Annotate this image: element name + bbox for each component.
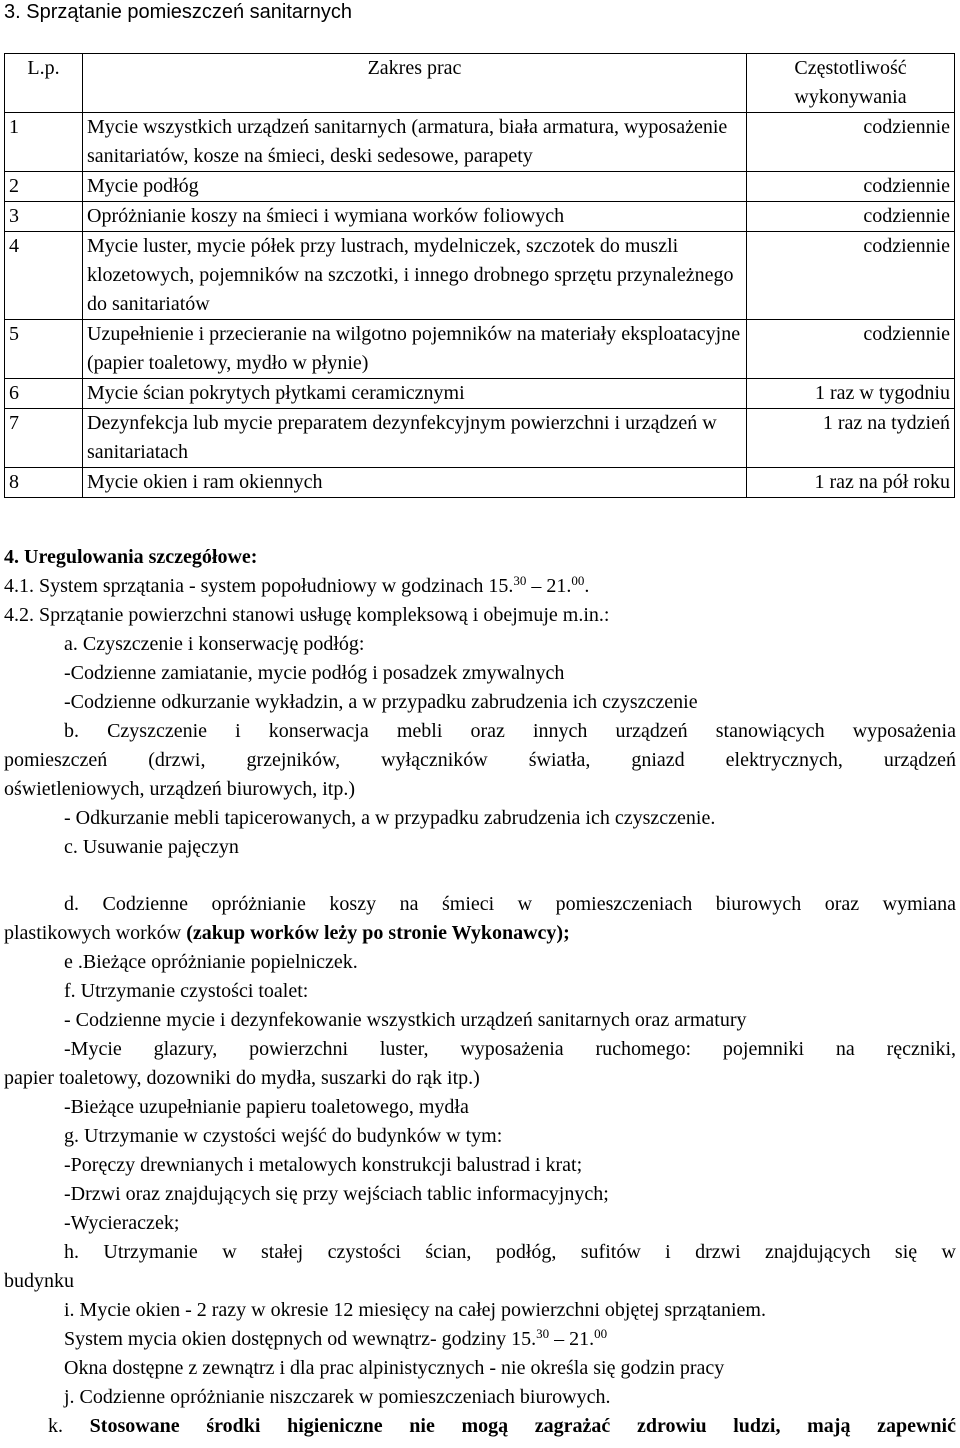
window-time-end-minutes: 00	[594, 1326, 608, 1341]
row-scope: Mycie luster, mycie półek przy lustrach, mydelniczek, szczotek do muszli klozetowych, pojemników na szczotki, i innego drobnego sprzętu przynależnego do sanitariatów	[83, 232, 747, 320]
item-g-title: g. Utrzymanie w czystości wejść do budynków w tym:	[64, 1125, 503, 1147]
row-number: 3	[5, 202, 83, 232]
list-item: -Bieżące uzupełnianie papieru toaletowego, mydła	[64, 1096, 469, 1118]
item-c: c. Usuwanie pajęczyn	[64, 836, 239, 858]
row-number: 7	[5, 409, 83, 468]
item-d-line-1: d. Codzienne opróżnianie koszy na śmieci w pomieszczeniach biurowych oraz wymiana	[64, 893, 956, 915]
item-d-line-2	[4, 919, 956, 948]
column-header-scope: Zakres prac	[83, 54, 747, 113]
item-b-line-3: oświetleniowych, urządzeń biurowych, itp.)	[4, 778, 356, 800]
table-row	[5, 202, 955, 232]
item-j: j. Codzienne opróżnianie niszczarek w pomieszczeniach biurowych.	[64, 1386, 611, 1408]
item-i-line-1: i. Mycie okien - 2 razy w okresie 12 miesięcy na całej powierzchni objętej sprzątaniem.	[64, 1299, 766, 1321]
table-row	[5, 409, 955, 468]
item-b-line-1: b. Czyszczenie i konserwacja mebli oraz innych urządzeń stanowiących wyposażenia	[64, 720, 956, 742]
paragraph-4-2: 4.2. Sprzątanie powierzchni stanowi usługę kompleksową i obejmuje m.in.:	[4, 604, 610, 626]
row-frequency: codziennie	[747, 172, 955, 202]
item-b-line-2: pomieszczeń (drzwi, grzejników, wyłączników światła, gniazd elektrycznych, urządzeń	[4, 749, 956, 771]
row-frequency: codziennie	[747, 320, 955, 379]
row-number: 5	[5, 320, 83, 379]
list-item: -Wycieraczek;	[64, 1212, 180, 1234]
time-start-minutes: 30	[513, 573, 527, 588]
row-number: 4	[5, 232, 83, 320]
item-h-line-1: h. Utrzymanie w stałej czystości ścian, podłóg, sufitów i drzwi znajdujących się w	[64, 1241, 956, 1263]
item-a-title: a. Czyszczenie i konserwację podłóg:	[64, 633, 365, 655]
row-number: 6	[5, 379, 83, 409]
table-row	[5, 468, 955, 498]
row-frequency: codziennie	[747, 202, 955, 232]
table-row	[5, 113, 955, 172]
window-time-separator: – 21.	[549, 1328, 595, 1350]
row-frequency: 1 raz w tygodniu	[747, 379, 955, 409]
row-number: 8	[5, 468, 83, 498]
item-i-line-3: Okna dostępne z zewnątrz i dla prac alpinistycznych - nie określa się godzin pracy	[64, 1357, 725, 1379]
item-i-line-2-text: System mycia okien dostępnych od wewnątrz- godziny 15.	[64, 1328, 537, 1350]
table-row	[5, 379, 955, 409]
row-frequency: 1 raz na pół roku	[747, 468, 955, 498]
list-item: - Codzienne mycie i dezynfekowanie wszystkich urządzeń sanitarnych oraz armatury	[64, 1009, 747, 1031]
item-i-line-2	[4, 1325, 956, 1354]
list-item: - Odkurzanie mebli tapicerowanych, a w przypadku zabrudzenia ich czyszczenie.	[64, 807, 716, 829]
list-item: -Mycie glazury, powierzchni luster, wyposażenia ruchomego: pojemniki na ręczniki,	[64, 1038, 956, 1060]
row-scope: Dezynfekcja lub mycie preparatem dezynfekcyjnym powierzchni i urządzeń w sanitariatach	[83, 409, 747, 468]
table-header-row	[5, 54, 955, 113]
item-k-label: k.	[48, 1415, 90, 1437]
row-scope: Opróżnianie koszy na śmieci i wymiana worków foliowych	[83, 202, 747, 232]
paragraph-4-1	[4, 572, 956, 601]
detailed-regulations	[4, 543, 956, 1441]
table-row	[5, 232, 955, 320]
section-4-title: 4. Uregulowania szczegółowe:	[4, 546, 258, 568]
item-k	[4, 1412, 956, 1441]
list-item-continuation: papier toaletowy, dozowniki do mydła, suszarki do rąk itp.)	[4, 1067, 480, 1089]
row-frequency: codziennie	[747, 232, 955, 320]
item-f-title: f. Utrzymanie czystości toalet:	[64, 980, 309, 1002]
window-time-start-minutes: 30	[536, 1326, 550, 1341]
column-header-lp: L.p.	[5, 54, 83, 113]
time-end-minutes: 00	[571, 573, 585, 588]
row-scope: Mycie ścian pokrytych płytkami ceramicznymi	[83, 379, 747, 409]
row-frequency: codziennie	[747, 113, 955, 172]
row-number: 2	[5, 172, 83, 202]
row-number: 1	[5, 113, 83, 172]
list-item: -Drzwi oraz znajdujących się przy wejściach tablic informacyjnych;	[64, 1183, 609, 1205]
table-row	[5, 320, 955, 379]
item-d-line-2-text: plastikowych worków	[4, 922, 187, 944]
item-k-bold-text: Stosowane środki higieniczne nie mogą zagrażać zdrowiu ludzi, mają zapewnić	[89, 1415, 956, 1437]
row-scope: Uzupełnienie i przecieranie na wilgotno pojemników na materiały eksploatacyjne (papier toaletowy, mydło w płynie)	[83, 320, 747, 379]
time-separator: – 21.	[526, 575, 572, 597]
row-scope: Mycie podłóg	[83, 172, 747, 202]
item-h-line-2: budynku	[4, 1270, 74, 1292]
list-item: -Codzienne zamiatanie, mycie podłóg i posadzek zmywalnych	[64, 662, 565, 684]
item-e: e .Bieżące opróżnianie popielniczek.	[64, 951, 358, 973]
list-item: -Codzienne odkurzanie wykładzin, a w przypadku zabrudzenia ich czyszczenie	[64, 691, 698, 713]
row-scope: Mycie wszystkich urządzeń sanitarnych (armatura, biała armatura, wyposażenie sanitariatów, kosze na śmieci, deski sedesowe, parapety	[83, 113, 747, 172]
list-item: -Poręczy drewnianych i metalowych konstrukcji balustrad i krat;	[64, 1154, 583, 1176]
paragraph-4-1-end: .	[584, 575, 590, 597]
item-d-bold-note: (zakup worków leży po stronie Wykonawcy);	[186, 922, 570, 944]
table-row	[5, 172, 955, 202]
row-scope: Mycie okien i ram okiennych	[83, 468, 747, 498]
row-frequency: 1 raz na tydzień	[747, 409, 955, 468]
column-header-frequency: Częstotliwość wykonywania	[747, 54, 955, 113]
section-heading: 3. Sprzątanie pomieszczeń sanitarnych	[4, 1, 352, 23]
paragraph-4-1-text: 4.1. System sprzątania - system popołudniowy w godzinach 15.	[4, 575, 514, 597]
cleaning-tasks-table	[4, 53, 955, 498]
